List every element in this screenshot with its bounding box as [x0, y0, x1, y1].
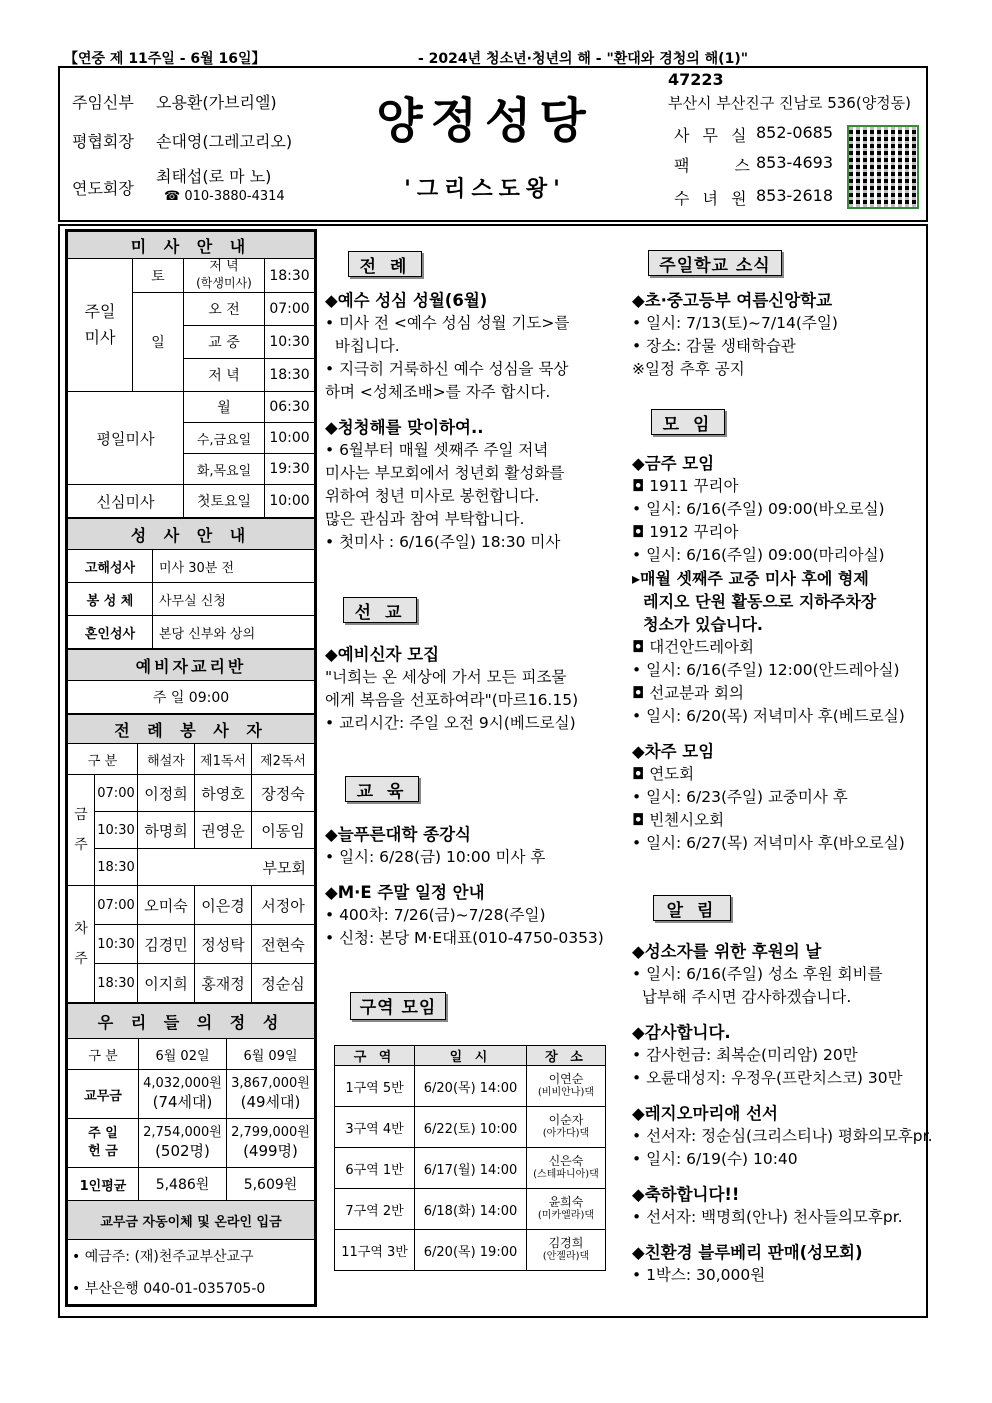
issue-date: 【연중 제 11주일 - 6월 16일】	[64, 51, 266, 67]
servers-title: 전 례 봉 사 자	[68, 715, 315, 744]
notice-line: 청소가 있습니다.	[632, 615, 763, 634]
server-time: 07:00	[95, 775, 138, 812]
text-line: • 미사 전 <예수 성심 성월 기도>를	[325, 314, 570, 332]
spacer	[632, 1090, 924, 1102]
text-line: ◘ 1912 꾸리아	[632, 523, 739, 541]
yeondo-label: 연도회장	[72, 179, 134, 198]
nuns-label: 수 녀 원	[674, 189, 751, 208]
offering-sub: (502명)	[155, 1142, 210, 1160]
zone-row	[335, 1230, 606, 1271]
section-heading: ◆레지오마리애 선서	[632, 1104, 778, 1123]
sun-label: 일	[133, 293, 184, 392]
section-heading: ◆친환경 블루베리 판매(성모회)	[632, 1243, 863, 1262]
zone-name: 3구역 4반	[335, 1107, 415, 1148]
server-name: 서정아	[252, 886, 315, 925]
offering-title: 우 리 들 의 정 성	[68, 1004, 315, 1039]
text-line: • 400차: 7/26(금)~7/28(주일)	[325, 906, 546, 924]
zone-host: 윤희숙	[548, 1195, 584, 1209]
sun-row-label: 교 중	[184, 326, 265, 359]
server-time: 18:30	[95, 849, 138, 886]
account-holder: • 예금주: (재)천주교부산교구	[68, 1240, 315, 1273]
qr-code-icon[interactable]	[847, 125, 919, 209]
weekday-row-label: 수,금요일	[184, 423, 265, 454]
year-theme: - 2024년 청소년·청년의 해 - "환대와 경청의 해(1)"	[418, 51, 749, 67]
text-line: • 장소: 감물 생태학습관	[632, 337, 796, 355]
offering-value: 3,867,000원	[231, 1076, 310, 1091]
weekday-row-time: 19:30	[265, 454, 315, 485]
address: 부산시 부산진구 진남로 536(양정동)	[668, 94, 912, 112]
server-name: 장정숙	[252, 775, 315, 812]
offering-head: 구 분	[68, 1039, 139, 1070]
zone-when: 6/18(화) 14:00	[415, 1189, 527, 1230]
offering-sub: (499명)	[243, 1142, 298, 1160]
text-line: • 일시: 6/20(목) 저녁미사 후(베드로실)	[632, 707, 905, 725]
text-line: • 지극히 거룩하신 예수 성심을 묵상	[325, 360, 569, 378]
auto-transfer-title: 교무금 자동이체 및 온라인 입금	[68, 1201, 315, 1240]
section-heading: ◆감사합니다.	[632, 1023, 731, 1042]
text-line: • 1박스: 30,000원	[632, 1266, 766, 1284]
zone-name: 11구역 3반	[335, 1230, 415, 1271]
offering-value: 4,032,000원	[143, 1076, 222, 1091]
offering-value: 2,799,000원	[231, 1125, 310, 1140]
text-line: • 교리시간: 주일 오전 9시(베드로실)	[325, 714, 576, 732]
sat-time: 18:30	[265, 259, 315, 293]
text-line: • 선서자: 백명희(안나) 천사들의모후pr.	[632, 1208, 903, 1226]
sacrament-key: 봉 성 체	[68, 583, 153, 616]
sat-label: 토	[133, 259, 184, 293]
devotion-label: 첫토요일	[184, 485, 265, 518]
text-line: • 일시: 7/13(토)~7/14(주일)	[632, 314, 838, 332]
catechumen-title: 예비자교리반	[68, 650, 315, 681]
meetings-tag: 모 임	[651, 409, 725, 435]
text-line: • 일시: 6/16(주일) 성소 후원 회비를	[632, 965, 883, 983]
zone-head: 장 소	[526, 1046, 605, 1066]
council-name: 손대영(그레고리오)	[156, 132, 293, 151]
zone-table	[334, 1045, 606, 1271]
server-name: 권영운	[195, 812, 252, 849]
offering-value: 5,609원	[227, 1168, 315, 1201]
zone-when: 6/17(월) 14:00	[415, 1148, 527, 1189]
liturgy-tag: 전 례	[348, 251, 422, 277]
text-line: • 일시: 6/16(주일) 12:00(안드레아실)	[632, 661, 900, 679]
zone-tag: 구역 모임	[350, 992, 446, 1020]
sacrament-value: 본당 신부와 상의	[153, 616, 315, 649]
text-line: 납부해 주시면 감사하겠습니다.	[632, 988, 852, 1006]
liturgy-section	[325, 289, 615, 554]
text-line: • 일시: 6/23(주일) 교중미사 후	[632, 788, 848, 806]
section-heading: ◆예수 성심 성월(6월)	[325, 291, 488, 310]
servers-head: 제1독서	[195, 744, 252, 775]
zone-place	[526, 1189, 605, 1230]
section-heading: ◆축하합니다!!	[632, 1185, 740, 1204]
spacer	[325, 869, 615, 881]
server-time: 10:30	[95, 925, 138, 964]
text-line: • 6월부터 매월 셋째주 주일 저녁	[325, 441, 549, 459]
server-name: 이은경	[195, 886, 252, 925]
text-line: • 일시: 6/16(주일) 09:00(마리아실)	[632, 546, 885, 564]
next-week-label: 차주	[68, 886, 95, 1003]
pastor-name: 오용환(가브리엘)	[156, 93, 277, 112]
spacer	[325, 404, 615, 416]
catechumen-table	[67, 649, 315, 714]
server-name: 정순심	[252, 964, 315, 1003]
catechumen-time: 주 일 09:00	[68, 681, 315, 714]
sunday-school-section	[632, 289, 922, 381]
text-line: 미사는 부모회에서 청년회 활성화를	[325, 464, 565, 482]
servers-head: 해설자	[138, 744, 195, 775]
servers-table	[67, 714, 315, 1003]
mass-title: 미 사 안 내	[68, 232, 315, 259]
header	[58, 66, 928, 222]
zone-host: 신은숙	[548, 1154, 584, 1168]
text-line: ※일정 추후 공지	[632, 360, 745, 378]
weekday-row-label: 월	[184, 392, 265, 423]
council-label: 평협회장	[72, 132, 134, 151]
zone-place	[526, 1230, 605, 1271]
zone-row	[335, 1189, 606, 1230]
spacer	[632, 1009, 924, 1021]
section-heading: ◆차주 모임	[632, 742, 715, 761]
top-bar	[58, 48, 926, 68]
section-heading: ◆성소자를 위한 후원의 날	[632, 942, 822, 961]
server-name: 이동임	[252, 812, 315, 849]
text-line: • 선서자: 정순심(크리스티나) 평화의모후pr.	[632, 1127, 933, 1145]
yeondo-phone: ☎ 010-3880-4314	[164, 189, 285, 204]
postcode: 47223	[668, 70, 724, 89]
left-column	[65, 229, 317, 1307]
sacrament-value: 사무실 신청	[153, 583, 315, 616]
sun-row-label: 저 녁	[184, 359, 265, 392]
spacer	[632, 1229, 924, 1241]
weekday-row-label: 화,목요일	[184, 454, 265, 485]
offering-key: 헌 금	[88, 1144, 118, 1159]
server-time: 10:30	[95, 812, 138, 849]
weekday-row-time: 06:30	[265, 392, 315, 423]
server-time: 18:30	[95, 964, 138, 1003]
offering-table	[67, 1003, 315, 1305]
notice-line: ▸매월 셋째주 교중 미사 후에 형제	[632, 569, 869, 588]
devotion-mass-label: 신심미사	[68, 485, 184, 518]
text-line: • 일시: 6/19(수) 10:40	[632, 1150, 798, 1168]
education-tag: 교 육	[345, 776, 419, 802]
zone-host-house: (아가다)댁	[542, 1128, 590, 1139]
zone-head: 구 역	[335, 1046, 415, 1066]
zone-host-house: (비비안나)댁	[537, 1087, 595, 1098]
weekday-row-time: 10:00	[265, 423, 315, 454]
text-line: 바칩니다.	[325, 337, 400, 355]
text-line: ◘ 1911 꾸리아	[632, 477, 739, 495]
meetings-section	[632, 452, 922, 855]
zone-row	[335, 1066, 606, 1107]
text-line: • 일시: 6/28(금) 10:00 미사 후	[325, 848, 546, 866]
yeondo-name: 최태섭(로 마 노)	[156, 167, 272, 186]
notice-section	[632, 940, 933, 1287]
sun-row-time: 07:00	[265, 293, 315, 326]
text-line: ◘ 대건안드레아회	[632, 638, 754, 656]
devotion-time: 10:00	[265, 485, 315, 518]
sat-eve: 저 녁	[209, 259, 239, 274]
sacrament-key: 혼인성사	[68, 616, 153, 649]
offering-sub: (74세대)	[152, 1093, 213, 1111]
zone-rows	[335, 1066, 606, 1271]
sun-row-time: 18:30	[265, 359, 315, 392]
text-line: 많은 관심과 참여 부탁합니다.	[325, 510, 525, 528]
notice-tag: 알 림	[653, 895, 731, 921]
zone-name: 1구역 5반	[335, 1066, 415, 1107]
bank-account: • 부산은행 040-01-035705-0	[68, 1272, 315, 1305]
fax-number: 853-4693	[756, 153, 834, 172]
weekday-mass-label: 평일미사	[68, 392, 184, 485]
server-name: 정성탁	[195, 925, 252, 964]
nuns-phone: 853-2618	[756, 186, 834, 205]
office-label: 사 무 실	[674, 126, 751, 145]
spacer	[632, 1171, 924, 1183]
server-name: 이지희	[138, 964, 195, 1003]
offering-key: 교무금	[68, 1070, 139, 1119]
text-line: "너희는 온 세상에 가서 모든 피조물	[325, 668, 567, 686]
spacer	[632, 728, 922, 740]
text-line: • 일시: 6/27(목) 저녁미사 후(바오로실)	[632, 834, 905, 852]
server-name: 전현숙	[252, 925, 315, 964]
sacrament-title: 성 사 안 내	[68, 519, 315, 550]
text-line: 위하여 청년 미사로 봉헌합니다.	[325, 487, 540, 505]
church-name: 양정성당	[376, 93, 594, 149]
server-name: 김경민	[138, 925, 195, 964]
notice-line: 레지오 단원 활동으로 지하주차장	[632, 592, 877, 611]
sacrament-value: 미사 30분 전	[153, 550, 315, 583]
section-heading: ◆초·중고등부 여름신앙학교	[632, 291, 833, 310]
this-week-label: 금주	[68, 775, 95, 886]
education-section	[325, 823, 615, 950]
servers-head: 제2독서	[252, 744, 315, 775]
offering-key: 1인평균	[68, 1168, 139, 1201]
server-name: 홍재정	[195, 964, 252, 1003]
section-heading: ◆예비신자 모집	[325, 645, 440, 664]
offering-key: 주 일	[88, 1126, 118, 1141]
zone-place	[526, 1148, 605, 1189]
offering-sub: (49세대)	[240, 1093, 301, 1111]
offering-value: 5,486원	[139, 1168, 227, 1201]
zone-host: 이순자	[548, 1113, 584, 1127]
text-line: • 일시: 6/16(주일) 09:00(바오로실)	[632, 500, 885, 518]
section-heading: ◆청청해를 맞이하여..	[325, 418, 484, 437]
zone-place	[526, 1066, 605, 1107]
text-line: ◘ 선교분과 회의	[632, 684, 744, 702]
server-merged: 부모회	[138, 849, 315, 886]
text-line: ◘ 연도회	[632, 765, 695, 783]
server-time: 07:00	[95, 886, 138, 925]
sun-row-time: 10:30	[265, 326, 315, 359]
zone-host-house: (스테파니아)댁	[533, 1169, 599, 1180]
offering-head: 6월 09일	[227, 1039, 315, 1070]
mass-table	[67, 231, 315, 518]
text-line: 에게 복음을 선포하여라"(마르16.15)	[325, 691, 579, 709]
section-heading: ◆M·E 주말 일정 안내	[325, 883, 485, 902]
sacrament-table	[67, 518, 315, 649]
sunday-mass-label: 주일미사	[68, 259, 133, 392]
sun-row-label: 오 전	[184, 293, 265, 326]
office-phone: 852-0685	[756, 123, 834, 142]
zone-when: 6/20(목) 19:00	[415, 1230, 527, 1271]
zone-host-house: (안젤라)댁	[542, 1251, 590, 1262]
sacrament-key: 고해성사	[68, 550, 153, 583]
sunday-school-tag: 주일학교 소식	[648, 250, 782, 276]
zone-place	[526, 1107, 605, 1148]
offering-head: 6월 02일	[139, 1039, 227, 1070]
sat-eve-note: (학생미사)	[196, 276, 252, 290]
zone-when: 6/20(목) 14:00	[415, 1066, 527, 1107]
servers-head: 구 분	[68, 744, 138, 775]
zone-name: 6구역 1반	[335, 1148, 415, 1189]
server-name: 하명희	[138, 812, 195, 849]
church-motto: '그리스도왕'	[404, 176, 566, 202]
section-heading: ◆늘푸른대학 종강식	[325, 825, 471, 844]
text-line: • 신청: 본당 M·E대표(010-4750-0353)	[325, 929, 604, 947]
zone-host-house: (미카엘라)댁	[537, 1210, 595, 1221]
zone-name: 7구역 2반	[335, 1189, 415, 1230]
fax-label: 팩 스	[674, 156, 770, 175]
server-name: 이정희	[138, 775, 195, 812]
text-line: • 오륜대성지: 우정우(프란치스코) 30만	[632, 1069, 903, 1087]
text-line: ◘ 빈첸시오회	[632, 811, 725, 829]
server-name: 하영호	[195, 775, 252, 812]
zone-row	[335, 1148, 606, 1189]
zone-when: 6/22(토) 10:00	[415, 1107, 527, 1148]
pastor-label: 주임신부	[72, 93, 134, 112]
text-line: • 감사헌금: 최복순(미리암) 20만	[632, 1046, 858, 1064]
zone-host: 김경희	[548, 1236, 584, 1250]
zone-head: 일 시	[415, 1046, 527, 1066]
server-name: 오미숙	[138, 886, 195, 925]
section-heading: ◆금주 모임	[632, 454, 715, 473]
offering-value: 2,754,000원	[143, 1125, 222, 1140]
zone-row	[335, 1107, 606, 1148]
mission-tag: 선 교	[343, 597, 417, 623]
text-line: 하며 <성체조배>를 자주 합시다.	[325, 383, 551, 401]
mission-section	[325, 643, 615, 735]
text-line: • 첫미사 : 6/16(주일) 18:30 미사	[325, 533, 561, 551]
zone-host: 이연순	[548, 1072, 584, 1086]
